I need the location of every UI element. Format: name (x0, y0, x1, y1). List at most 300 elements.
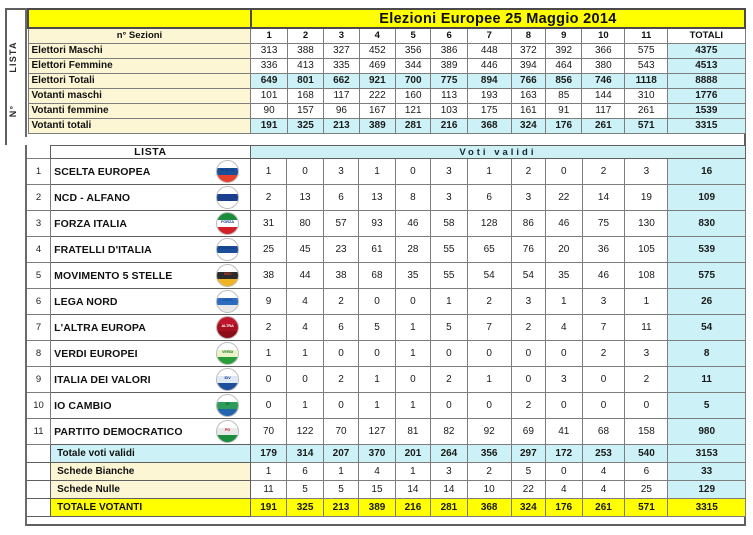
electorate-row-label: Votanti totali (28, 118, 251, 133)
party-vote-cell: 46 (582, 263, 625, 289)
summary-cell: 324 (511, 499, 545, 517)
party-vote-cell: 19 (625, 185, 668, 211)
party-vote-cell: 1 (250, 341, 287, 367)
summary-cell: 4 (546, 481, 583, 499)
electorate-cell: 448 (467, 43, 511, 58)
party-total: 575 (668, 263, 746, 289)
electorate-cell: 801 (287, 73, 323, 88)
party-vote-cell: 0 (359, 289, 396, 315)
electorate-cell: 446 (467, 58, 511, 73)
electorate-cell: 543 (625, 58, 668, 73)
summary-cell: 1 (395, 463, 430, 481)
party-logo-cell (205, 393, 250, 419)
summary-label: Schede Nulle (51, 481, 251, 499)
party-vote-cell: 0 (323, 393, 358, 419)
summary-row (27, 445, 746, 463)
party-name: IO CAMBIO (51, 393, 206, 419)
electorate-row (28, 58, 745, 73)
summary-row (27, 499, 746, 517)
party-total: 109 (668, 185, 746, 211)
party-name: PARTITO DEMOCRATICO (51, 419, 206, 445)
electorate-cell: 144 (582, 88, 625, 103)
party-vote-cell: 6 (323, 185, 358, 211)
movimento-5-stelle-logo: M5S (216, 264, 239, 287)
party-vote-cell: 3 (323, 159, 358, 185)
party-vote-cell: 44 (287, 263, 324, 289)
summary-label: Totale voti validi (51, 445, 251, 463)
party-vote-cell: 2 (467, 289, 511, 315)
party-vote-cell: 41 (546, 419, 583, 445)
summary-cell: 191 (250, 499, 287, 517)
electorate-row (28, 118, 745, 133)
party-vote-cell: 68 (359, 263, 396, 289)
party-vote-cell: 1 (431, 289, 468, 315)
party-vote-cell: 1 (395, 393, 430, 419)
summary-cell: 10 (467, 481, 511, 499)
summary-total: 3153 (668, 445, 746, 463)
side-label-numero: N° (8, 104, 18, 118)
summary-cell: 389 (359, 499, 396, 517)
summary-cell: 253 (582, 445, 625, 463)
party-logo-cell (205, 211, 250, 237)
side-label-strip (5, 8, 27, 137)
party-vote-cell: 2 (511, 159, 545, 185)
electorate-cell: 157 (287, 103, 323, 118)
summary-cell: 0 (546, 463, 583, 481)
title-row (28, 9, 745, 28)
party-vote-cell: 23 (323, 237, 358, 263)
summary-cell: 213 (323, 499, 358, 517)
party-vote-cell: 0 (395, 159, 430, 185)
fratelli-ditalia-logo: FRATELLI (216, 238, 239, 261)
summary-cell: 6 (287, 463, 324, 481)
party-vote-cell: 0 (625, 393, 668, 419)
electorate-row-total: 1776 (668, 88, 745, 103)
electorate-row (28, 43, 745, 58)
party-logo-cell (205, 367, 250, 393)
party-vote-cell: 3 (431, 159, 468, 185)
column-header-totali: TOTALI (668, 28, 745, 43)
party-vote-cell: 0 (467, 341, 511, 367)
party-vote-cell: 3 (625, 341, 668, 367)
party-name: VERDI EUROPEI (51, 341, 206, 367)
electorate-row-total: 8888 (668, 73, 745, 88)
party-vote-cell: 6 (467, 185, 511, 211)
lista-header: LISTA (51, 146, 251, 159)
electorate-row-label: Elettori Maschi (28, 43, 251, 58)
electorate-cell: 389 (431, 58, 467, 73)
party-vote-cell: 69 (511, 419, 545, 445)
party-vote-cell: 2 (582, 341, 625, 367)
electorate-cell: 261 (625, 103, 668, 118)
electorate-cell: 372 (511, 43, 545, 58)
summary-cell: 325 (287, 499, 324, 517)
party-total: 539 (668, 237, 746, 263)
electorate-cell: 380 (582, 58, 625, 73)
party-vote-cell: 22 (546, 185, 583, 211)
electorate-cell: 662 (324, 73, 359, 88)
summary-cell: 297 (511, 445, 545, 463)
party-vote-cell: 75 (582, 211, 625, 237)
electorate-cell: 356 (396, 43, 431, 58)
party-vote-cell: 54 (511, 263, 545, 289)
electorate-cell: 313 (251, 43, 287, 58)
party-vote-cell: 5 (359, 315, 396, 341)
electorate-cell: 213 (324, 118, 359, 133)
summary-cell: 314 (287, 445, 324, 463)
party-index: 3 (27, 211, 51, 237)
electorate-cell: 103 (431, 103, 467, 118)
summary-cell: 25 (625, 481, 668, 499)
partito-democratico-logo: PD (216, 420, 239, 443)
column-header-2: 2 (287, 28, 323, 43)
electorate-row-label: Elettori Femmine (28, 58, 251, 73)
summary-label: TOTALE VOTANTI (51, 499, 251, 517)
electorate-cell: 649 (251, 73, 287, 88)
voti-validi-header: Voti validi (250, 146, 745, 159)
party-logo-cell (205, 237, 250, 263)
party-name: FORZA ITALIA (51, 211, 206, 237)
party-name: FRATELLI D'ITALIA (51, 237, 206, 263)
party-row[interactable] (27, 419, 746, 445)
party-vote-cell: 158 (625, 419, 668, 445)
party-vote-cell: 130 (625, 211, 668, 237)
party-vote-cell: 1 (359, 367, 396, 393)
electorate-cell: 921 (359, 73, 395, 88)
party-vote-cell: 1 (395, 315, 430, 341)
party-vote-cell: 70 (323, 419, 358, 445)
summary-cell: 264 (431, 445, 468, 463)
page-title: Elezioni Europee 25 Maggio 2014 (251, 9, 745, 28)
summary-total: 129 (668, 481, 746, 499)
electorate-cell: 161 (511, 103, 545, 118)
party-vote-cell: 1 (359, 393, 396, 419)
party-vote-cell: 93 (359, 211, 396, 237)
party-vote-cell: 0 (395, 289, 430, 315)
electorate-cell: 766 (511, 73, 545, 88)
electorate-cell: 335 (324, 58, 359, 73)
column-header-5: 5 (396, 28, 431, 43)
summary-row (27, 463, 746, 481)
summary-cell: 4 (582, 481, 625, 499)
party-vote-cell: 86 (511, 211, 545, 237)
summary-cell: 6 (625, 463, 668, 481)
altra-europa-logo: ALTRA (216, 316, 239, 339)
party-vote-cell: 4 (287, 289, 324, 315)
lists-header-index-pad (27, 146, 51, 159)
party-vote-cell: 1 (287, 341, 324, 367)
party-logo-cell (205, 185, 250, 211)
electorate-cell: 464 (546, 58, 582, 73)
party-vote-cell: 2 (431, 367, 468, 393)
party-vote-cell: 0 (546, 159, 583, 185)
column-header-7: 7 (467, 28, 511, 43)
party-vote-cell: 1 (625, 289, 668, 315)
electorate-cell: 856 (546, 73, 582, 88)
summary-cell: 201 (395, 445, 430, 463)
party-vote-cell: 9 (250, 289, 287, 315)
electorate-cell: 325 (287, 118, 323, 133)
electorate-cell: 389 (359, 118, 395, 133)
electorate-cell: 160 (396, 88, 431, 103)
party-vote-cell: 1 (250, 159, 287, 185)
party-row[interactable] (27, 263, 746, 289)
party-index: 7 (27, 315, 51, 341)
party-logo-cell (205, 159, 250, 185)
party-total: 980 (668, 419, 746, 445)
electorate-cell: 894 (467, 73, 511, 88)
party-vote-cell: 128 (467, 211, 511, 237)
party-vote-cell: 0 (582, 367, 625, 393)
column-header-10: 10 (582, 28, 625, 43)
electorate-cell: 746 (582, 73, 625, 88)
electorate-cell: 191 (251, 118, 287, 133)
party-index: 8 (27, 341, 51, 367)
summary-cell: 356 (467, 445, 511, 463)
party-vote-cell: 20 (546, 237, 583, 263)
column-header-row (28, 28, 745, 43)
column-header-3: 3 (324, 28, 359, 43)
party-vote-cell: 68 (582, 419, 625, 445)
title-left-pad (28, 9, 251, 28)
party-logo-cell (205, 315, 250, 341)
sezioni-header: n° Sezioni (28, 28, 251, 43)
party-vote-cell: 82 (431, 419, 468, 445)
party-vote-cell: 1 (359, 159, 396, 185)
party-vote-cell: 11 (625, 315, 668, 341)
party-total: 8 (668, 341, 746, 367)
party-index: 4 (27, 237, 51, 263)
party-vote-cell: 31 (250, 211, 287, 237)
party-vote-cell: 2 (323, 289, 358, 315)
scelta-europea-logo: SCELTA (216, 160, 239, 183)
party-vote-cell: 14 (582, 185, 625, 211)
party-name: LEGA NORD (51, 289, 206, 315)
summary-cell: 1 (250, 463, 287, 481)
summary-cell: 3 (431, 463, 468, 481)
party-vote-cell: 61 (359, 237, 396, 263)
summary-cell: 2 (467, 463, 511, 481)
party-total: 830 (668, 211, 746, 237)
party-name: MOVIMENTO 5 STELLE (51, 263, 206, 289)
electorate-row-label: Votanti femmine (28, 103, 251, 118)
party-row[interactable] (27, 367, 746, 393)
electorate-cell: 368 (467, 118, 511, 133)
party-vote-cell: 0 (511, 367, 545, 393)
summary-label: Schede Bianche (51, 463, 251, 481)
party-vote-cell: 81 (395, 419, 430, 445)
party-vote-cell: 3 (625, 159, 668, 185)
party-total: 11 (668, 367, 746, 393)
electorate-cell: 121 (396, 103, 431, 118)
party-vote-cell: 3 (582, 289, 625, 315)
electorate-cell: 175 (467, 103, 511, 118)
party-vote-cell: 80 (287, 211, 324, 237)
electorate-cell: 344 (396, 58, 431, 73)
electorate-cell: 469 (359, 58, 395, 73)
party-vote-cell: 92 (467, 419, 511, 445)
party-vote-cell: 4 (287, 315, 324, 341)
electorate-cell: 575 (625, 43, 668, 58)
party-vote-cell: 55 (431, 263, 468, 289)
electorate-cell: 163 (511, 88, 545, 103)
party-logo-cell (205, 419, 250, 445)
summary-cell: 281 (431, 499, 468, 517)
electorate-cell: 90 (251, 103, 287, 118)
electorate-cell: 91 (546, 103, 582, 118)
party-vote-cell: 7 (467, 315, 511, 341)
party-vote-cell: 0 (431, 393, 468, 419)
party-vote-cell: 13 (287, 185, 324, 211)
summary-cell: 571 (625, 499, 668, 517)
summary-total: 3315 (668, 499, 746, 517)
party-row[interactable] (27, 315, 746, 341)
electorate-cell: 571 (625, 118, 668, 133)
electorate-cell: 261 (582, 118, 625, 133)
electorate-cell: 193 (467, 88, 511, 103)
summary-cell: 5 (287, 481, 324, 499)
summary-cell: 207 (323, 445, 358, 463)
summary-cell: 261 (582, 499, 625, 517)
party-vote-cell: 1 (546, 289, 583, 315)
party-vote-cell: 2 (250, 185, 287, 211)
summary-cell: 14 (395, 481, 430, 499)
electorate-row-label: Votanti maschi (28, 88, 251, 103)
party-vote-cell: 0 (359, 341, 396, 367)
electorate-cell: 775 (431, 73, 467, 88)
party-vote-cell: 38 (250, 263, 287, 289)
electorate-cell: 216 (431, 118, 467, 133)
party-vote-cell: 0 (546, 341, 583, 367)
party-vote-cell: 2 (250, 315, 287, 341)
party-row[interactable] (27, 159, 746, 185)
electorate-cell: 386 (431, 43, 467, 58)
party-name: SCELTA EUROPEA (51, 159, 206, 185)
electorate-row (28, 88, 745, 103)
party-vote-cell: 0 (323, 341, 358, 367)
party-vote-cell: 108 (625, 263, 668, 289)
summary-cell: 179 (250, 445, 287, 463)
party-vote-cell: 1 (287, 393, 324, 419)
party-vote-cell: 46 (546, 211, 583, 237)
column-header-11: 11 (625, 28, 668, 43)
column-header-1: 1 (251, 28, 287, 43)
party-vote-cell: 2 (582, 159, 625, 185)
party-logo-cell (205, 263, 250, 289)
summary-index-blank (27, 463, 51, 481)
electorate-row-total: 3315 (668, 118, 745, 133)
io-cambio-logo: IO (216, 394, 239, 417)
party-row[interactable] (27, 289, 746, 315)
party-vote-cell: 46 (395, 211, 430, 237)
party-vote-cell: 76 (511, 237, 545, 263)
party-index: 11 (27, 419, 51, 445)
party-index: 6 (27, 289, 51, 315)
forza-italia-logo: FORZA (216, 212, 239, 235)
electorate-cell: 222 (359, 88, 395, 103)
party-vote-cell: 0 (250, 367, 287, 393)
electorate-cell: 700 (396, 73, 431, 88)
electorate-cell: 336 (251, 58, 287, 73)
party-vote-cell: 35 (546, 263, 583, 289)
summary-cell: 540 (625, 445, 668, 463)
column-header-8: 8 (511, 28, 545, 43)
lists-header-row (27, 146, 746, 159)
party-vote-cell: 57 (323, 211, 358, 237)
party-vote-cell: 0 (250, 393, 287, 419)
party-vote-cell: 1 (395, 341, 430, 367)
summary-index-blank (27, 481, 51, 499)
party-vote-cell: 70 (250, 419, 287, 445)
electorate-cell: 327 (324, 43, 359, 58)
party-vote-cell: 3 (431, 185, 468, 211)
party-vote-cell: 127 (359, 419, 396, 445)
summary-row (27, 481, 746, 499)
party-vote-cell: 13 (359, 185, 396, 211)
electorate-row (28, 103, 745, 118)
party-row[interactable] (27, 211, 746, 237)
party-name: ITALIA DEI VALORI (51, 367, 206, 393)
electorate-cell: 113 (431, 88, 467, 103)
electorate-cell: 392 (546, 43, 582, 58)
verdi-europei-logo: VERDI (216, 342, 239, 365)
party-vote-cell: 5 (431, 315, 468, 341)
electorate-cell: 310 (625, 88, 668, 103)
party-row[interactable] (27, 393, 746, 419)
electorate-row-total: 4375 (668, 43, 745, 58)
party-index: 2 (27, 185, 51, 211)
electorate-row-total: 1539 (668, 103, 745, 118)
electorate-row (28, 73, 745, 88)
electorate-cell: 117 (582, 103, 625, 118)
summary-cell: 11 (250, 481, 287, 499)
summary-cell: 5 (323, 481, 358, 499)
party-index: 1 (27, 159, 51, 185)
party-vote-cell: 8 (395, 185, 430, 211)
party-total: 54 (668, 315, 746, 341)
party-vote-cell: 65 (467, 237, 511, 263)
column-header-4: 4 (359, 28, 395, 43)
electorate-cell: 366 (582, 43, 625, 58)
electorate-cell: 85 (546, 88, 582, 103)
electorate-cell: 452 (359, 43, 395, 58)
party-vote-cell: 1 (467, 367, 511, 393)
electorate-cell: 324 (511, 118, 545, 133)
party-total: 5 (668, 393, 746, 419)
party-vote-cell: 28 (395, 237, 430, 263)
electorate-cell: 388 (287, 43, 323, 58)
electorate-cell: 101 (251, 88, 287, 103)
summary-cell: 5 (511, 463, 545, 481)
electorate-cell: 281 (396, 118, 431, 133)
party-row[interactable] (27, 341, 746, 367)
party-row[interactable] (27, 185, 746, 211)
summary-cell: 14 (431, 481, 468, 499)
electorate-cell: 413 (287, 58, 323, 73)
column-header-9: 9 (546, 28, 582, 43)
lists-side-strip (5, 145, 27, 526)
party-vote-cell: 3 (511, 185, 545, 211)
electorate-cell: 96 (324, 103, 359, 118)
party-vote-cell: 0 (546, 393, 583, 419)
party-total: 16 (668, 159, 746, 185)
summary-cell: 172 (546, 445, 583, 463)
party-vote-cell: 1 (467, 159, 511, 185)
summary-cell: 4 (359, 463, 396, 481)
party-vote-cell: 122 (287, 419, 324, 445)
party-row[interactable] (27, 237, 746, 263)
summary-cell: 368 (467, 499, 511, 517)
